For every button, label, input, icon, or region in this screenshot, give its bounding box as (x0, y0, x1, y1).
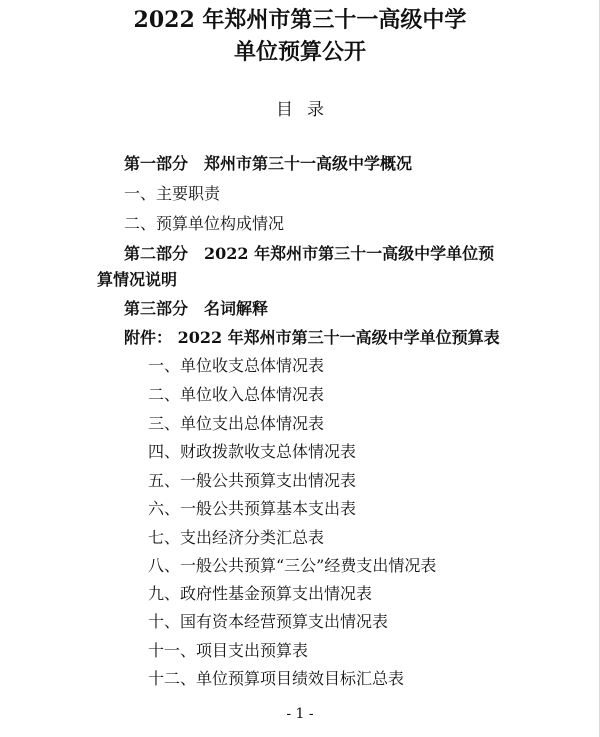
toc-attachment-item[interactable]: 十、国有资本经营预算支出情况表 (148, 612, 389, 631)
page-number: - 1 - (286, 706, 314, 722)
document-title-line1: 2022 年郑州市第三十一高级中学 (133, 7, 467, 33)
toc-attachment-item[interactable]: 四、财政拨款收支总体情况表 (148, 442, 357, 461)
toc-part2-line2[interactable]: 算情况说明 (97, 270, 178, 289)
toc-part1[interactable]: 第一部分 郑州市第三十一高级中学概况 (124, 154, 413, 173)
toc-attachment-item[interactable]: 六、一般公共预算基本支出表 (148, 499, 357, 518)
toc-part3[interactable]: 第三部分 名词解释 (124, 299, 269, 318)
toc-attachment-item[interactable]: 三、单位支出总体情况表 (148, 414, 325, 433)
toc-part1-item[interactable]: 二、预算单位构成情况 (124, 214, 285, 233)
toc-part2-line1[interactable]: 第二部分 2022 年郑州市第三十一高级中学单位预 (124, 244, 495, 263)
toc-part1-item[interactable]: 一、主要职责 (124, 184, 221, 203)
toc-attachment-item[interactable]: 二、单位收入总体情况表 (148, 385, 325, 404)
toc-heading: 目录 (276, 100, 338, 120)
toc-attachment-item[interactable]: 一、单位收支总体情况表 (148, 356, 325, 375)
toc-attachment-item[interactable]: 十一、项目支出预算表 (148, 641, 309, 660)
document-title-line2: 单位预算公开 (233, 39, 366, 65)
toc-attachment[interactable]: 附件： 2022 年郑州市第三十一高级中学单位预算表 (124, 328, 500, 347)
toc-attachment-item[interactable]: 八、一般公共预算“三公”经费支出情况表 (148, 556, 437, 575)
toc-attachment-item[interactable]: 五、一般公共预算支出情况表 (148, 471, 357, 490)
toc-attachment-item[interactable]: 十二、单位预算项目绩效目标汇总表 (148, 669, 405, 688)
toc-attachment-item[interactable]: 九、政府性基金预算支出情况表 (148, 584, 373, 603)
toc-attachment-item[interactable]: 七、支出经济分类汇总表 (148, 528, 325, 547)
